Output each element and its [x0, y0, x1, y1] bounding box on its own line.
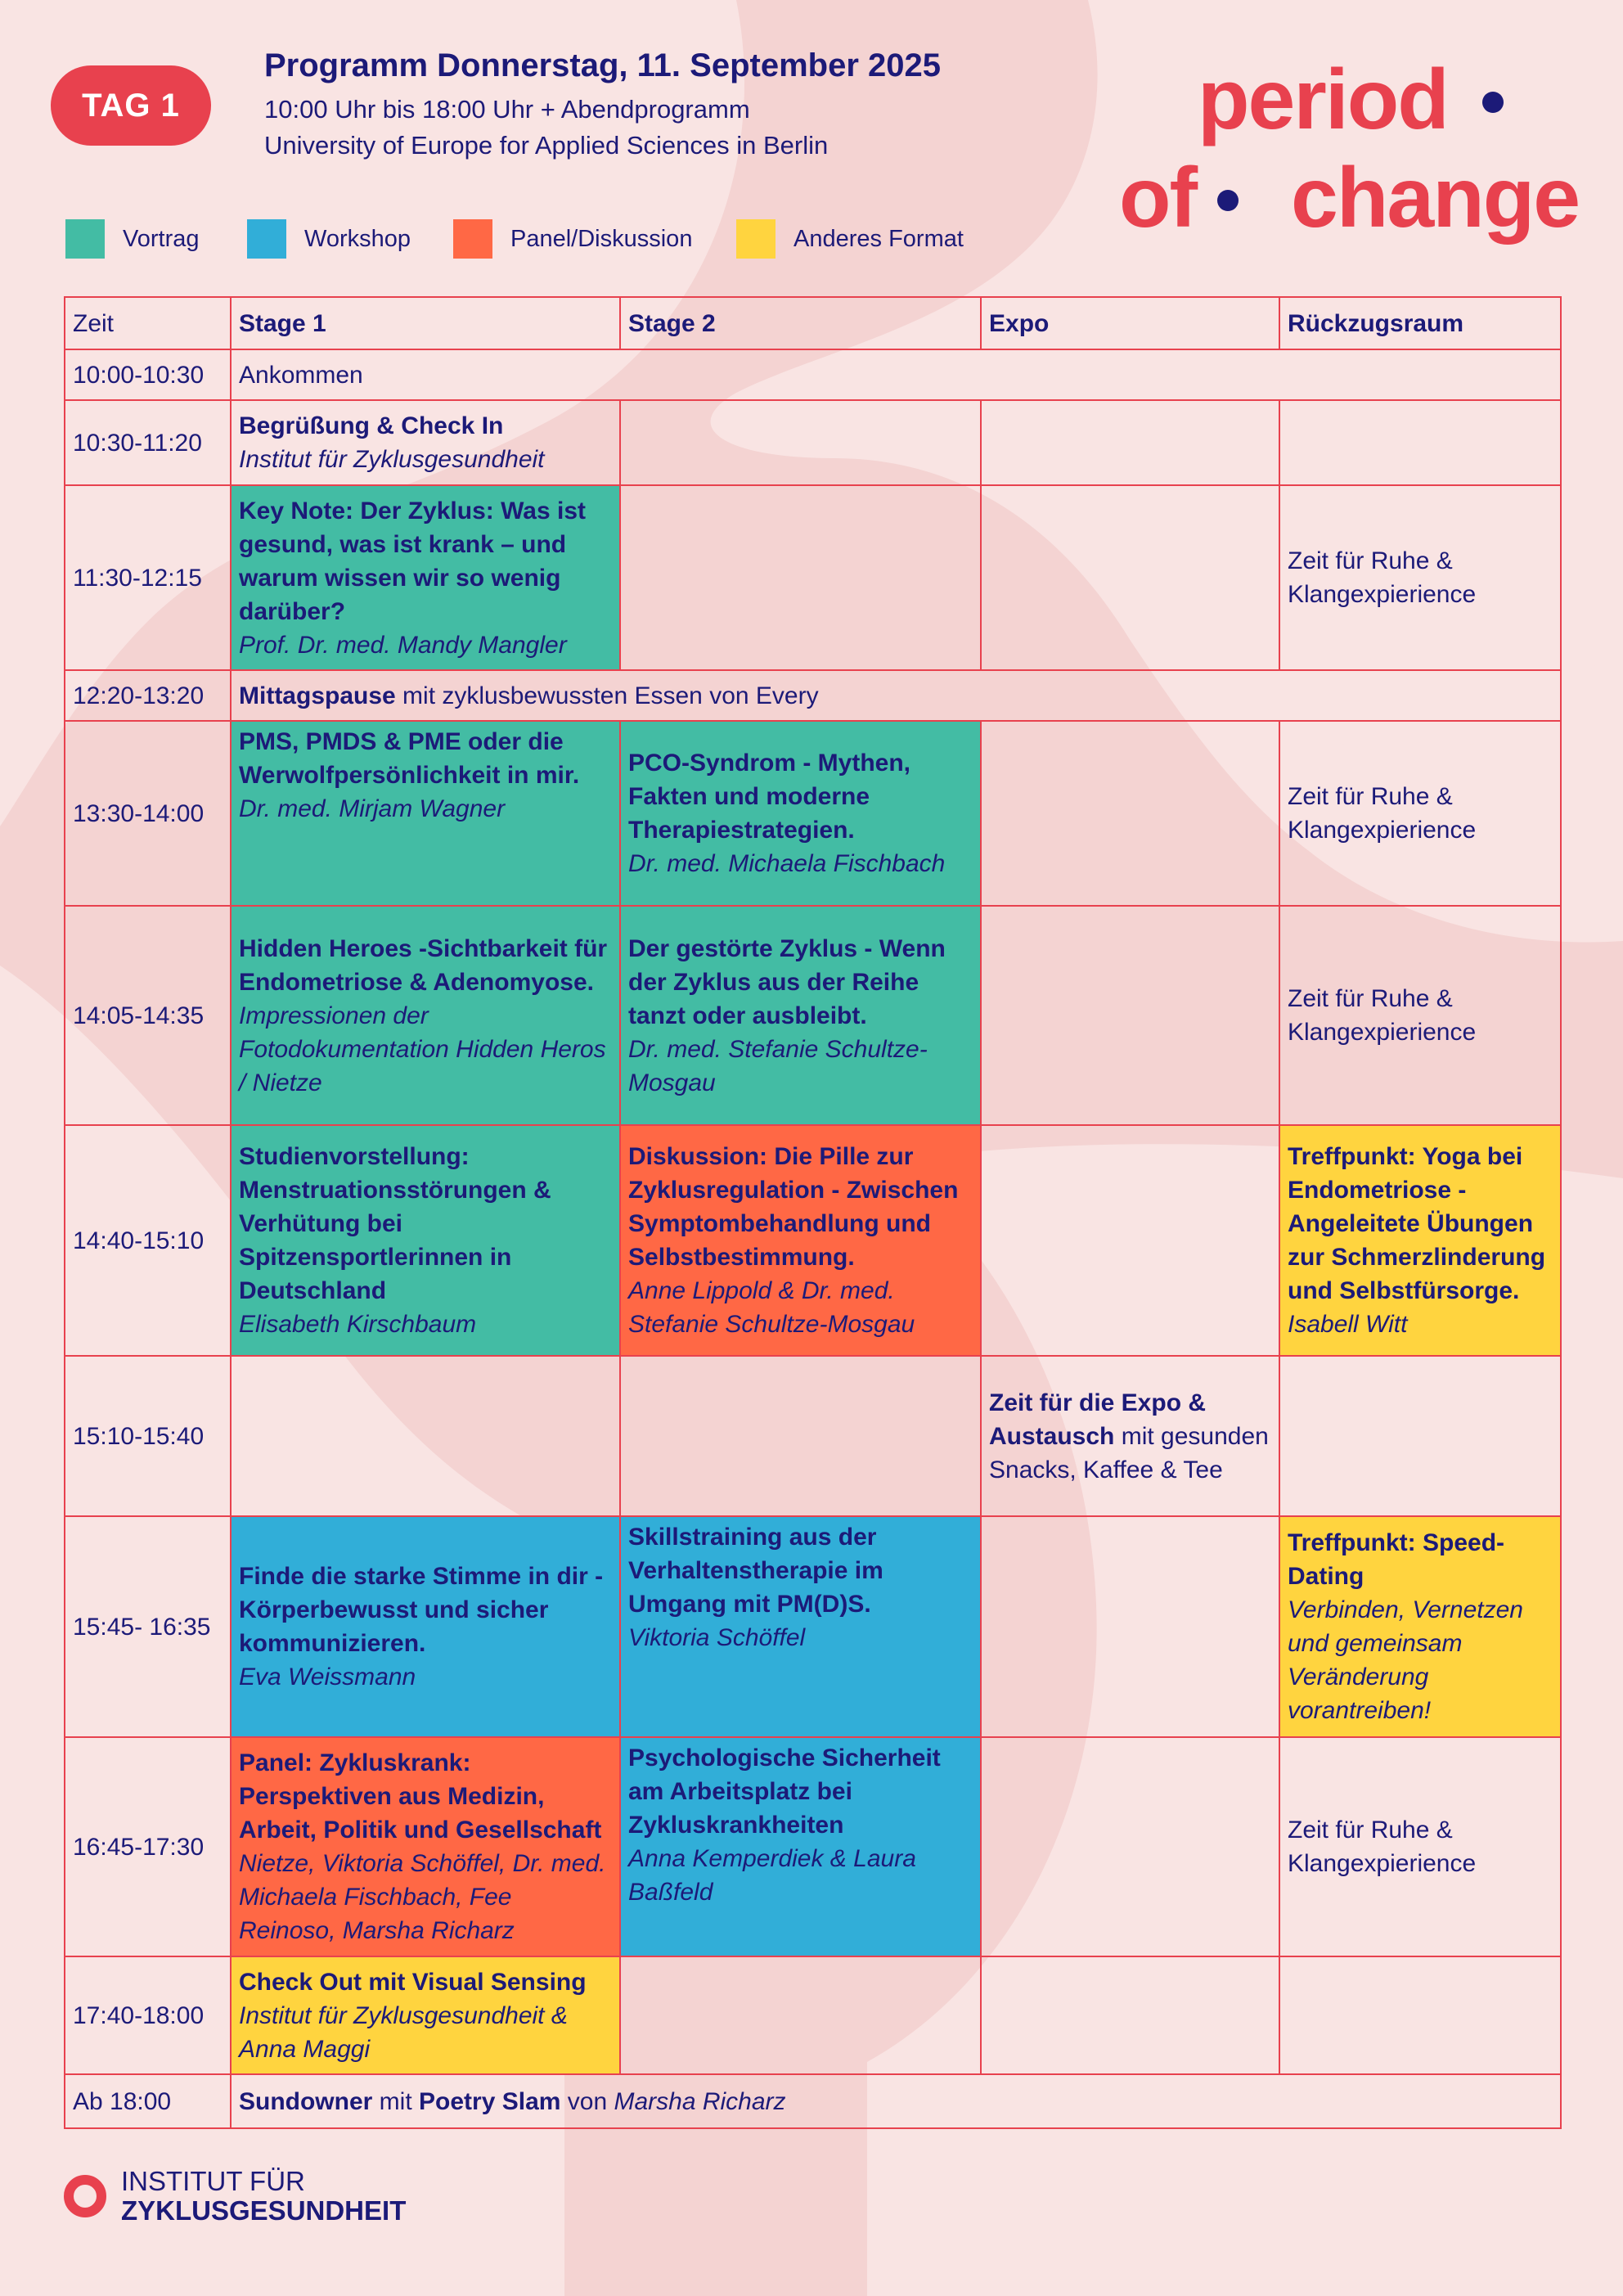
event-speaker: Nietze, Viktoria Schöffel, Dr. med. Michaela Fischbach, Fee Reinoso, Marsha Richarz	[239, 1850, 606, 1944]
table-row	[65, 670, 1561, 721]
time-cell: 10:00-10:30	[65, 349, 231, 400]
event-cell	[231, 721, 620, 906]
time-cell: 17:40-18:00	[65, 1956, 231, 2074]
legend-vortrag	[65, 218, 200, 260]
event-title: PMS, PMDS & PME oder die Werwolfpersönlichkeit in mir.	[239, 728, 580, 789]
legend-label: Workshop	[304, 225, 411, 252]
event-cell	[1279, 1516, 1561, 1737]
event-title: Check Out mit Visual Sensing	[239, 1968, 587, 1996]
event-speaker: Anne Lippold & Dr. med. Stefanie Schultze-Mosgau	[628, 1277, 915, 1338]
event-cell	[231, 906, 620, 1125]
event-cell	[231, 485, 620, 670]
time-cell: 10:30-11:20	[65, 400, 231, 485]
table-row	[65, 349, 1561, 400]
event-cell: Zeit für Ruhe & Klangexpierience	[1279, 906, 1561, 1125]
table-row	[65, 1956, 1561, 2074]
page-title: Programm Donnerstag, 11. September 2025	[264, 47, 941, 83]
time-cell: 14:40-15:10	[65, 1125, 231, 1356]
empty-cell	[981, 1737, 1279, 1956]
event-title: Key Note: Der Zyklus: Was ist gesund, was ist krank – und warum wissen wir so wenig darüber?	[239, 497, 586, 625]
table-row	[65, 1516, 1561, 1737]
time-range: 10:00 Uhr bis 18:00 Uhr + Abendprogramm	[264, 95, 750, 124]
event-cell	[1279, 1125, 1561, 1356]
event-cell: Ankommen	[231, 349, 1561, 400]
event-speaker: Institut für Zyklusgesundheit	[239, 446, 545, 473]
empty-cell	[981, 721, 1279, 906]
empty-cell	[981, 1125, 1279, 1356]
event-speaker: Verbinden, Vernetzen und gemeinsam Veränderung vorantreiben!	[1288, 1596, 1523, 1724]
time-cell: 15:10-15:40	[65, 1356, 231, 1516]
event-title: PCO-Syndrom - Mythen, Fakten und moderne Therapiestrategien.	[628, 750, 911, 844]
event-cell	[231, 1737, 620, 1956]
event-title: Panel: Zykluskrank: Perspektiven aus Medizin, Arbeit, Politik und Gesellschaft	[239, 1749, 602, 1844]
event-speaker: Anna Kemperdiek & Laura Baßfeld	[628, 1845, 916, 1906]
logo-word-of: of	[1119, 151, 1197, 245]
event-title: Begrüßung & Check In	[239, 412, 504, 439]
table-row	[65, 1125, 1561, 1356]
legend-label: Vortrag	[123, 225, 200, 252]
period-of-change-logo	[1113, 43, 1580, 247]
event-cell: Zeit für Ruhe & Klangexpierience	[1279, 1737, 1561, 1956]
event-cell	[620, 1125, 981, 1356]
time-cell: 12:20-13:20	[65, 670, 231, 721]
empty-cell	[620, 1956, 981, 2074]
empty-cell	[981, 1516, 1279, 1737]
empty-cell	[231, 1356, 620, 1516]
time-cell: 13:30-14:00	[65, 721, 231, 906]
legend-panel	[453, 218, 692, 260]
table-header-row	[65, 297, 1561, 349]
empty-cell	[981, 906, 1279, 1125]
time-cell: Ab 18:00	[65, 2074, 231, 2128]
time-cell: 16:45-17:30	[65, 1737, 231, 1956]
column-header: Stage 1	[231, 297, 620, 349]
event-title: Hidden Heroes -Sichtbarkeit für Endometriose & Adenomyose.	[239, 934, 608, 996]
ring-icon	[64, 2175, 106, 2217]
event-cell	[231, 1125, 620, 1356]
event-title: Finde die starke Stimme in dir - Körperbewusst und sicher kommunizieren.	[239, 1563, 604, 1657]
event-title: Treffpunkt: Yoga bei Endometriose - Angeleitete Übungen zur Schmerzlinderung und Selbstfürsorge.	[1288, 1143, 1546, 1304]
schedule-table	[64, 296, 1562, 2129]
empty-cell	[981, 485, 1279, 670]
event-cell	[620, 906, 981, 1125]
event-cell	[231, 670, 1561, 721]
logo-word-change: change	[1291, 151, 1580, 245]
event-detail: mit	[372, 2087, 420, 2115]
legend-swatch	[65, 219, 105, 259]
event-cell	[231, 2074, 1561, 2128]
event-cell	[620, 1516, 981, 1737]
event-title: Psychologische Sicherheit am Arbeitsplatz bei Zykluskrankheiten	[628, 1745, 941, 1839]
event-speaker: Impressionen der Fotodokumentation Hidden Heros / Nietze	[239, 1002, 606, 1096]
table-row	[65, 906, 1561, 1125]
event-cell: Zeit für Ruhe & Klangexpierience	[1279, 485, 1561, 670]
event-detail: von	[560, 2087, 614, 2115]
logo-dot	[1482, 92, 1504, 113]
institute-logo	[64, 2167, 406, 2226]
time-cell: 15:45- 16:35	[65, 1516, 231, 1737]
event-title: Der gestörte Zyklus - Wenn der Zyklus aus der Reihe tanzt oder ausbleibt.	[628, 934, 946, 1029]
event-title: Treffpunkt: Speed-Dating	[1288, 1529, 1505, 1590]
time-cell: 14:05-14:35	[65, 906, 231, 1125]
event-cell	[620, 721, 981, 906]
event-title: Zeit für die Expo & Austausch	[989, 1389, 1207, 1450]
event-cell	[231, 400, 620, 485]
event-speaker: Dr. med. Stefanie Schultze-Mosgau	[628, 1035, 928, 1096]
table-row	[65, 485, 1561, 670]
event-speaker: Viktoria Schöffel	[628, 1624, 806, 1651]
institute-line1: INSTITUT FÜR	[121, 2166, 305, 2196]
column-header: Rückzugsraum	[1279, 297, 1561, 349]
empty-cell	[620, 1356, 981, 1516]
event-title: Skillstraining aus der Verhaltenstherapie im Umgang mit PM(D)S.	[628, 1524, 883, 1618]
table-row	[65, 1737, 1561, 1956]
table-row	[65, 1356, 1561, 1516]
table-row	[65, 400, 1561, 485]
event-speaker: Dr. med. Michaela Fischbach	[628, 850, 946, 877]
column-header: Zeit	[65, 297, 231, 349]
legend-workshop	[247, 218, 411, 260]
legend-label: Anderes Format	[794, 225, 964, 252]
column-header: Stage 2	[620, 297, 981, 349]
institute-name	[121, 2167, 406, 2226]
event-speaker: Elisabeth Kirschbaum	[239, 1311, 477, 1338]
logo-word-period: period	[1198, 52, 1448, 147]
time-cell: 11:30-12:15	[65, 485, 231, 670]
event-title: Mittagspause	[239, 682, 396, 709]
empty-cell	[1279, 1356, 1561, 1516]
empty-cell	[1279, 1956, 1561, 2074]
event-cell	[981, 1356, 1279, 1516]
table-row	[65, 721, 1561, 906]
event-detail: mit zyklusbewussten Essen von Every	[395, 682, 819, 709]
legend-swatch	[736, 219, 776, 259]
empty-cell	[620, 400, 981, 485]
event-speaker: Dr. med. Mirjam Wagner	[239, 795, 506, 822]
legend-swatch	[453, 219, 492, 259]
institute-line2: ZYKLUSGESUNDHEIT	[121, 2195, 407, 2226]
event-speaker: Institut für Zyklusgesundheit & Anna Maggi	[239, 2001, 568, 2063]
legend-anderes	[736, 218, 964, 260]
event-speaker: Prof. Dr. med. Mandy Mangler	[239, 631, 567, 659]
table-row	[65, 2074, 1561, 2128]
event-speaker: Isabell Witt	[1288, 1311, 1408, 1338]
empty-cell	[1279, 400, 1561, 485]
event-cell	[231, 1516, 620, 1737]
event-title: Studienvorstellung: Menstruationsstörungen & Verhütung bei Spitzensportlerinnen in Deutschland	[239, 1143, 551, 1304]
event-title: Sundowner	[239, 2087, 373, 2115]
legend-label: Panel/Diskussion	[510, 225, 693, 252]
empty-cell	[981, 400, 1279, 485]
venue: University of Europe for Applied Sciences in Berlin	[264, 131, 829, 160]
logo-dot	[1217, 190, 1239, 211]
legend-swatch	[247, 219, 286, 259]
event-detail: mit gesunden Snacks, Kaffee & Tee	[989, 1422, 1269, 1483]
event-cell	[231, 1956, 620, 2074]
event-title: Diskussion: Die Pille zur Zyklusregulation - Zwischen Symptombehandlung und Selbstbestimmung.	[628, 1143, 959, 1271]
day-badge: TAG 1	[51, 65, 211, 146]
event-speaker: Marsha Richarz	[614, 2087, 786, 2115]
event-speaker: Eva Weissmann	[239, 1663, 416, 1690]
empty-cell	[620, 485, 981, 670]
event-cell	[620, 1737, 981, 1956]
column-header: Expo	[981, 297, 1279, 349]
event-title: Poetry Slam	[419, 2087, 561, 2115]
empty-cell	[981, 1956, 1279, 2074]
event-cell: Zeit für Ruhe & Klangexpierience	[1279, 721, 1561, 906]
